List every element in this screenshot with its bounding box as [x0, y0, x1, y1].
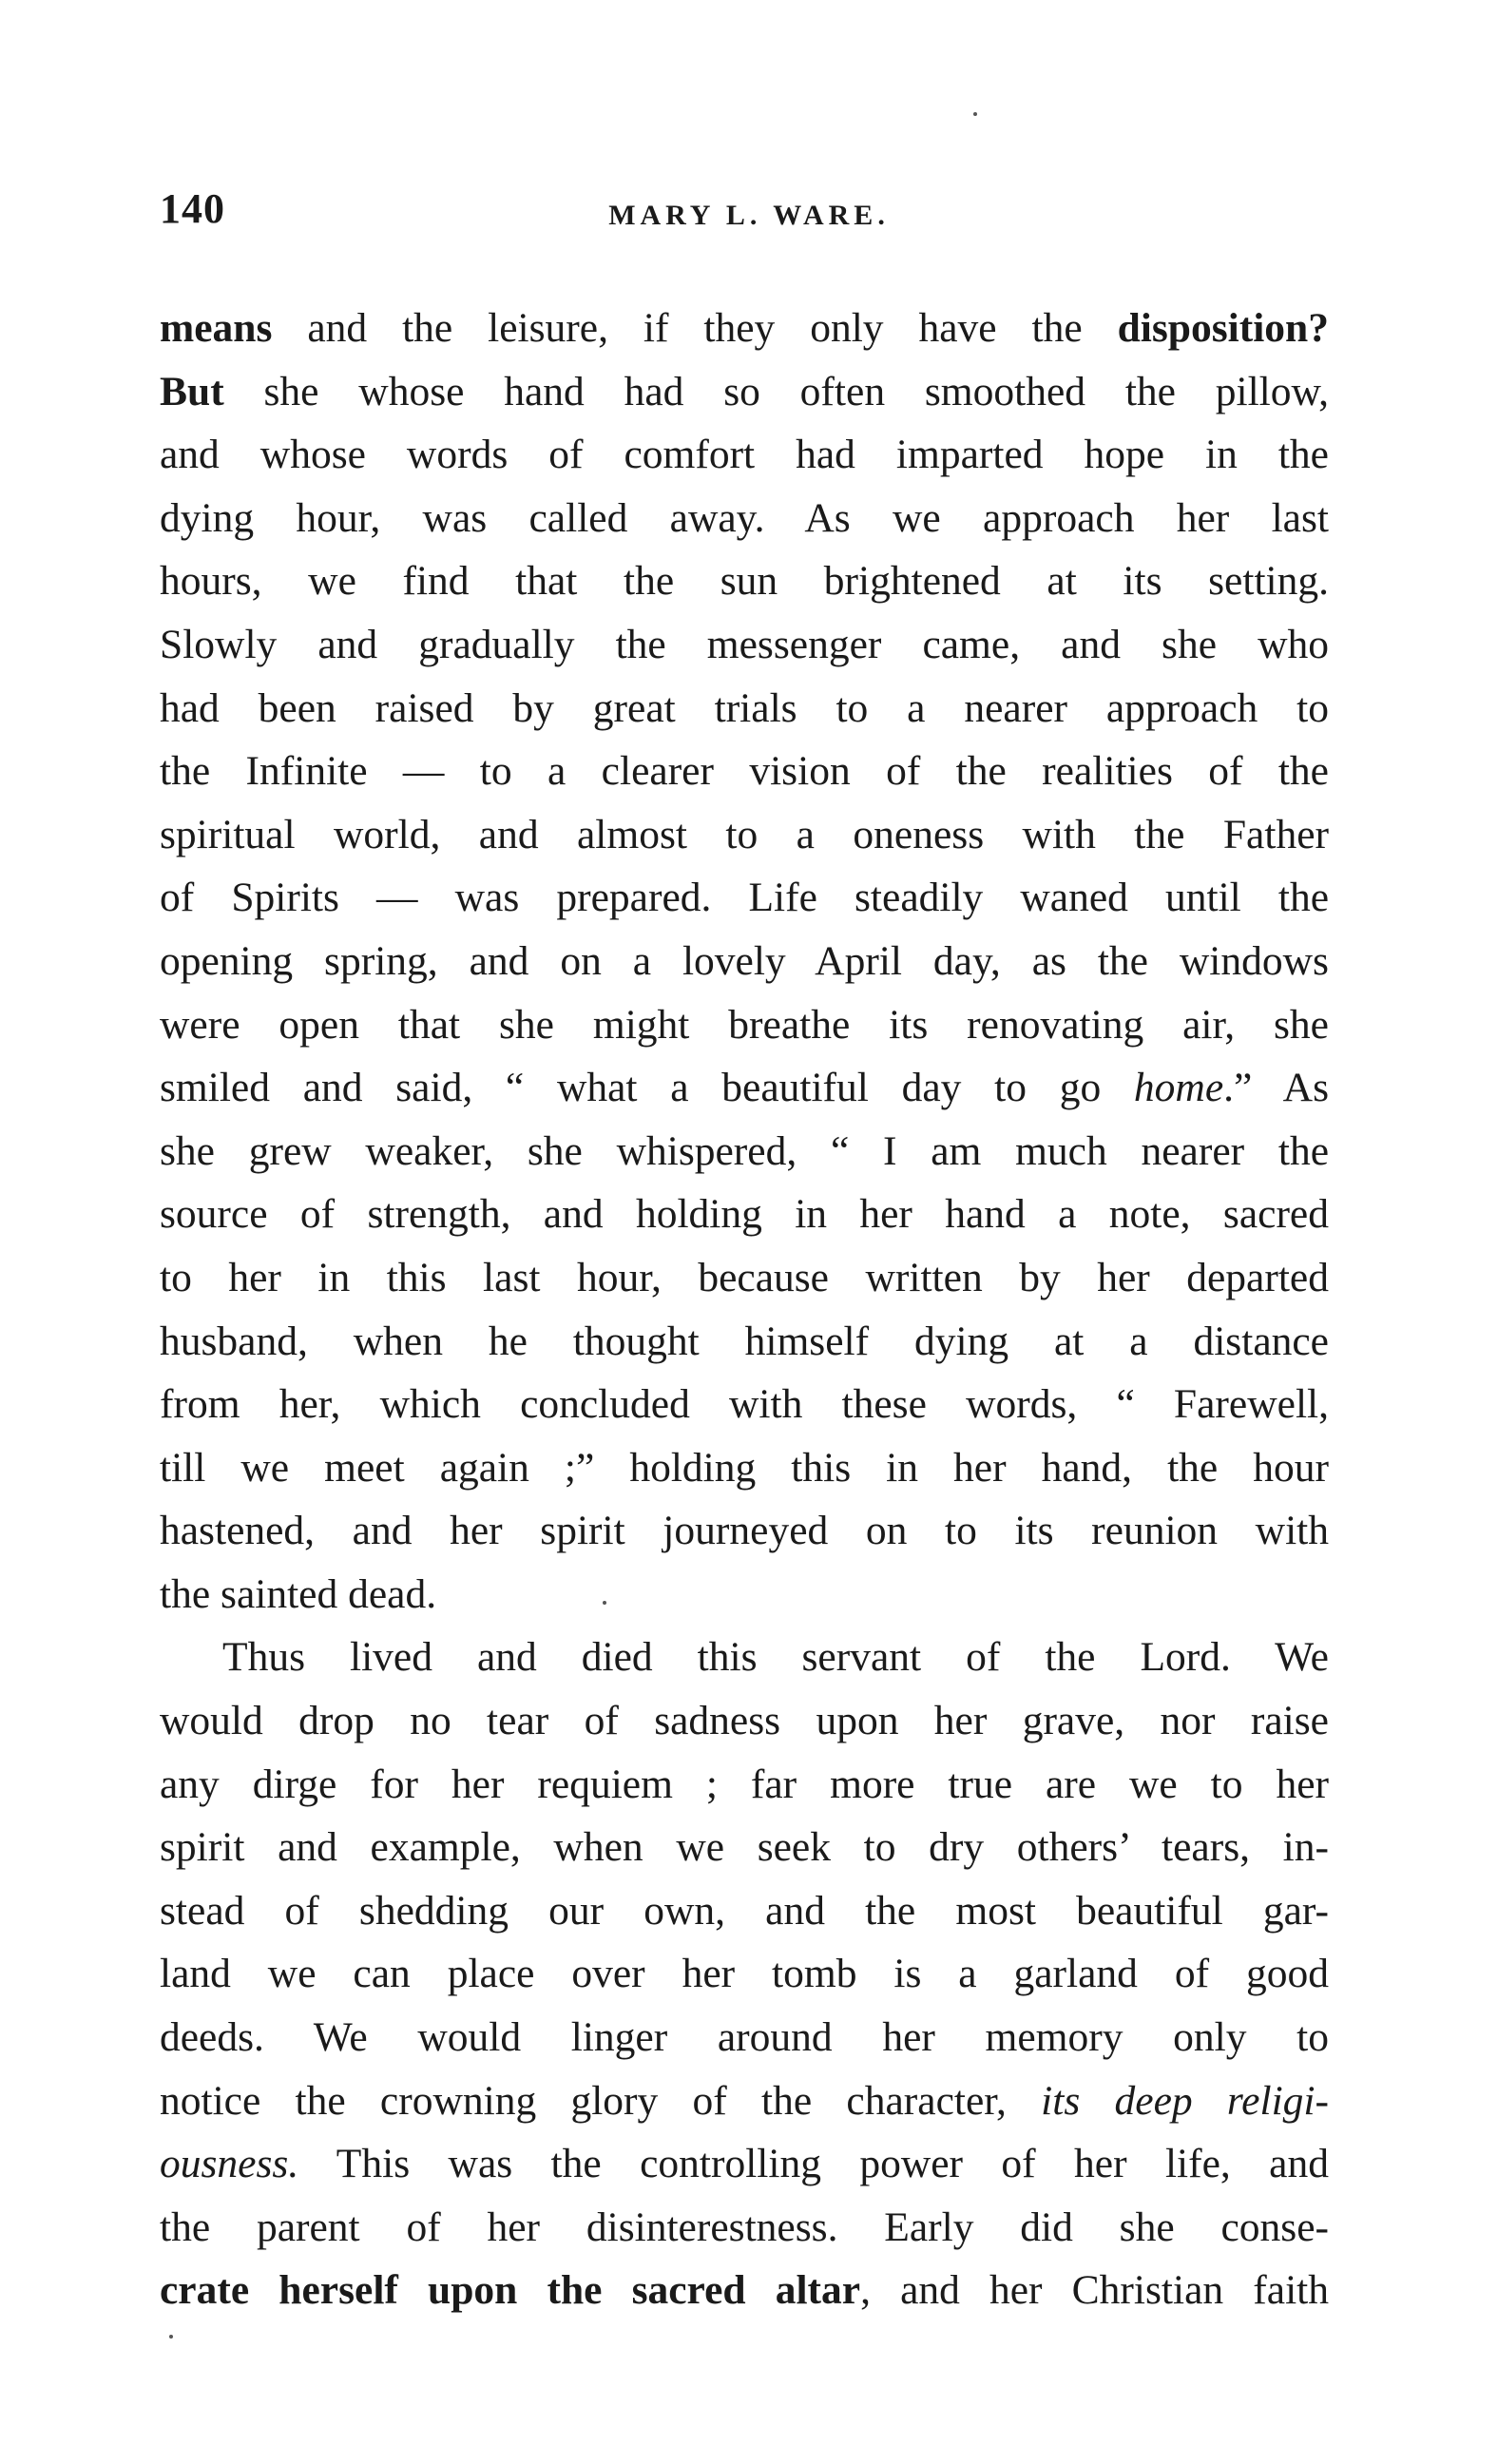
line-text: and the leisure, if they only have the [272, 305, 1118, 351]
line-text: she grew weaker, she whispered, “ I am much nearer the [160, 1127, 1329, 1174]
page-number: 140 [160, 185, 225, 232]
line-text: spirit and example, when we seek to dry others’ tears, in- [160, 1824, 1329, 1871]
line-text: smiled and said, “ what a beautiful day to go [160, 1065, 1134, 1111]
bold-text: crate herself upon the sacred altar [160, 2267, 861, 2314]
line-text: source of strength, and holding in her hand a note, sacred [160, 1191, 1329, 1238]
text-line [160, 1942, 1329, 2006]
line-text: , and her Christian faith [860, 2267, 1329, 2314]
line-text: deeds. We would linger around her memory only to [160, 2014, 1329, 2061]
italic-text: its deep religi- [1041, 2077, 1329, 2124]
text-line [160, 487, 1329, 550]
line-text: and whose words of comfort had imparted hope in the [160, 432, 1329, 478]
text-line [160, 677, 1329, 741]
text-line [160, 297, 1329, 360]
text-line [160, 740, 1329, 803]
text-line [160, 930, 1329, 993]
text-line [160, 549, 1329, 613]
text-line [160, 360, 1329, 424]
text-line [160, 1120, 1329, 1184]
line-text: the Infinite — to a clearer vision of the realities of the [160, 748, 1329, 795]
italic-text: ousness. [160, 2141, 299, 2187]
bold-text: means [160, 305, 273, 351]
body-text [160, 297, 1329, 2322]
line-text: hastened, and her spirit journeyed on to its reunion with [160, 1508, 1329, 1554]
text-line [160, 1310, 1329, 1374]
line-text: had been raised by great trials to a nearer approach to [160, 684, 1329, 731]
line-text: This was the controlling power of her life, and [298, 2141, 1329, 2187]
text-line [160, 866, 1329, 930]
text-line [160, 1056, 1329, 1120]
text-line [160, 1879, 1329, 1943]
line-text: spiritual world, and almost to a oneness with the Father [160, 811, 1329, 857]
text-line [160, 2132, 1329, 2196]
line-text: any dirge for her requiem ; far more true are we to her [160, 1761, 1329, 1807]
line-text: hours, we find that the sun brightened at its setting. [160, 558, 1329, 605]
line-text: to her in this last hour, because written by her departed [160, 1254, 1329, 1300]
text-line [160, 1753, 1329, 1817]
line-text: till we meet again ;” holding this in her hand, the hour [160, 1444, 1329, 1491]
line-text: stead of shedding our own, and the most beautiful gar- [160, 1887, 1329, 1934]
text-line [160, 1373, 1329, 1436]
text-line [160, 2006, 1329, 2069]
text-line [160, 423, 1329, 487]
text-line [160, 2069, 1329, 2133]
text-line [160, 1246, 1329, 1310]
bold-text: disposition? [1117, 305, 1329, 351]
text-line [160, 1436, 1329, 1500]
text-line [160, 1499, 1329, 1563]
line-text: husband, when he thought himself dying at a distance [160, 1318, 1329, 1364]
line-text: of Spirits — was prepared. Life steadily waned until the [160, 875, 1329, 921]
text-line [160, 2259, 1329, 2322]
text-line [160, 993, 1329, 1057]
line-text: from her, which concluded with these words, “ Farewell, [160, 1381, 1329, 1428]
bold-text: But [160, 368, 224, 414]
line-text: she whose hand had so often smoothed the pillow, [223, 368, 1329, 414]
line-text: were open that she might breathe its renovating air, she [160, 1001, 1329, 1048]
line-text: land we can place over her tomb is a garland of good [160, 1951, 1329, 1997]
print-speck [603, 1601, 606, 1605]
line-text: notice the crowning glory of the character, [160, 2077, 1042, 2124]
italic-text: home [1133, 1065, 1224, 1111]
line-text: Thus lived and died this servant of the Lord. We [222, 1634, 1329, 1681]
text-line [160, 803, 1329, 867]
line-text: Slowly and gradually the messenger came, and she who [160, 621, 1329, 667]
running-head: MARY L. WARE. [608, 200, 890, 231]
text-line [160, 2196, 1329, 2260]
text-line [160, 1563, 1329, 1627]
text-line [160, 1626, 1329, 1689]
print-speck [973, 112, 977, 116]
text-line [160, 1816, 1329, 1879]
line-text: the parent of her disinterestness. Early did she conse- [160, 2204, 1329, 2250]
print-speck [169, 2335, 173, 2339]
line-text: the sainted dead. [160, 1570, 437, 1617]
line-text: would drop no tear of sadness upon her grave, nor raise [160, 1698, 1329, 1744]
text-line [160, 613, 1329, 677]
line-text: .” As [1223, 1065, 1329, 1111]
line-text: opening spring, and on a lovely April day, as the windows [160, 937, 1329, 984]
line-text: dying hour, was called away. As we approach her last [160, 494, 1329, 541]
text-line [160, 1183, 1329, 1246]
text-line [160, 1689, 1329, 1753]
